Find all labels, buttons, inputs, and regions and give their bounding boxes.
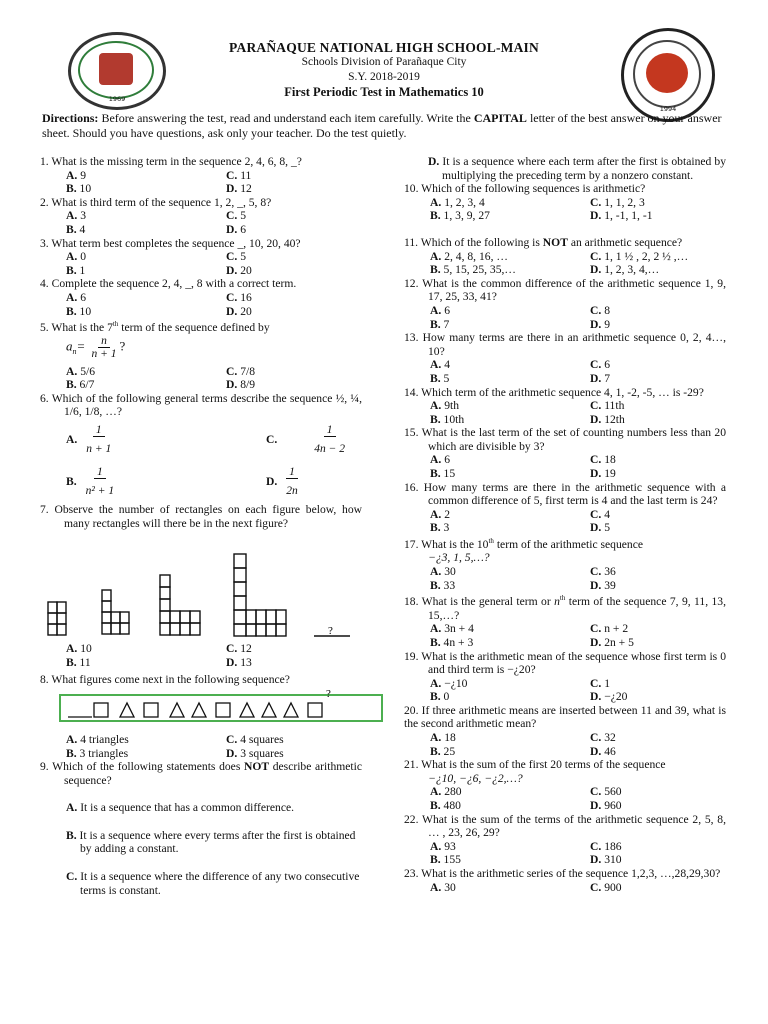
option-b: B. 33	[430, 578, 456, 592]
question-text: 15. What is the last term of the set of counting numbers less than 20 which are divisible by 3?	[404, 426, 726, 453]
division-name: Schools Division of Parañaque City	[301, 56, 467, 68]
question-text: 10. Which of the following sequences is arithmetic?	[404, 182, 646, 196]
option-d: D. 39	[590, 578, 616, 592]
option-a: A. 10	[66, 642, 92, 656]
options	[404, 399, 726, 426]
option-a: A. 30	[430, 565, 456, 579]
directions-text: Before answering the test, read and understand each item carefully. Write the	[98, 111, 474, 125]
option-b: B. 1	[66, 263, 86, 277]
question-19	[404, 650, 726, 704]
option-b: B. 4	[66, 222, 86, 236]
question-3	[40, 237, 362, 278]
option-d: D. It is a sequence where each term after the first is obtained by multiplying the preceding term by a nonzero constant.	[428, 155, 726, 182]
option-a: A. 4 triangles	[66, 732, 129, 746]
options	[40, 733, 362, 760]
option-d: D. $\frac{1}{2n}$	[266, 466, 298, 498]
options	[404, 565, 726, 592]
question-text: 12. What is the common difference of the arithmetic sequence 1, 9, 17, 25, 33, 41?	[404, 276, 726, 304]
option-b: B. 3	[430, 521, 450, 535]
shape-sequence	[58, 687, 406, 733]
option-a: A. $\frac{1}{n + 1}$	[66, 424, 112, 456]
option-d: D. 20	[226, 304, 252, 318]
question-14	[404, 386, 726, 427]
option-d: D. 46	[590, 744, 616, 758]
option-a: A. −¿10	[430, 676, 468, 690]
option-a: A. 9th	[430, 399, 460, 413]
option-b: B. $\frac{1}{\text{n² + 1}}$	[66, 466, 115, 498]
question-text: 23. What is the arithmetic series of the sequence 1,2,3, …,28,29,30?	[404, 867, 721, 880]
option-c: C. 186	[590, 839, 622, 853]
school-name: PARAÑAQUE NATIONAL HIGH SCHOOL-MAIN	[229, 40, 539, 55]
options	[40, 169, 362, 196]
question-15	[404, 426, 726, 480]
options	[404, 622, 726, 649]
option-b: B. 3 triangles	[66, 746, 129, 760]
option-c: C. 36	[590, 565, 616, 579]
option-a: A. 280	[430, 785, 462, 799]
test-title: First Periodic Test in Mathematics 10	[284, 85, 484, 99]
question-9	[40, 760, 362, 897]
option-c: C. 16	[226, 290, 252, 304]
option-d: D. 1, -1, 1, -1	[590, 209, 653, 223]
option-d: D. 5	[590, 521, 610, 535]
option-b: B. 0	[430, 690, 450, 704]
option-a: A. 2, 4, 8, 16, …	[430, 249, 508, 263]
question-text: 22. What is the sum of the terms of the arithmetic sequence 2, 5, 8, … , 23, 26, 29?	[404, 812, 726, 840]
question-text: 16. How many terms are there in the arithmetic sequence with a common difference of 5, first term is 4 and the last term is 24?	[404, 480, 726, 508]
seal-year: 1969	[108, 95, 126, 103]
question-text: 17. What is the 10th term of the arithmetic sequence	[404, 537, 643, 551]
options	[404, 508, 726, 535]
formula: $a_n=$ $\frac{n}{n + 1}$ ?	[66, 334, 126, 360]
fraction: $\frac{n}{n + 1}$	[91, 334, 117, 360]
option-a: A. 3n + 4	[430, 622, 474, 636]
question-11	[404, 236, 726, 277]
question-22	[404, 813, 726, 867]
option-a: A. 6	[430, 453, 450, 467]
option-a: A. 2	[430, 507, 450, 521]
option-c: C. 560	[590, 785, 622, 799]
option-c: C. 1, 1 ½ , 2, 2 ½ ,…	[590, 249, 689, 263]
options	[40, 419, 362, 461]
question-text: 8. What figures come next in the following sequence?	[40, 673, 290, 687]
document-header	[0, 40, 768, 100]
option-c: C. 32	[590, 731, 616, 745]
option-c: C. 5	[226, 209, 246, 223]
option-c: C. 8	[590, 303, 610, 317]
option-d: D. 2n + 5	[590, 635, 634, 649]
sequence-expression: −¿3, 1, 5,…?	[428, 551, 490, 565]
question-4	[40, 277, 362, 318]
right-column	[404, 155, 726, 894]
option-a: A. 4	[430, 358, 450, 372]
rectangle-figures	[40, 530, 362, 642]
option-c: C. 7/8	[226, 364, 256, 378]
option-b: B. 1, 3, 9, 27	[430, 209, 490, 223]
option-b: B. 6/7	[66, 378, 95, 392]
option-b: B. 7	[430, 317, 450, 331]
question-16	[404, 481, 726, 535]
question-2	[40, 196, 362, 237]
option-c: C. 6	[590, 358, 610, 372]
question-20	[404, 704, 726, 758]
option-a: A. 5/6	[66, 364, 96, 378]
question-text: 20. If three arithmetic means are inserted between 11 and 39, what is the second arithmetic mean?	[404, 703, 726, 731]
question-text: 2. What is third term of the sequence 1, 2, _, 5, 8?	[40, 195, 272, 209]
option-d: D. 960	[590, 799, 622, 813]
question-7	[40, 503, 362, 669]
option-d: D. 19	[590, 467, 616, 481]
directions-capital: CAPITAL	[473, 111, 527, 125]
option-d: D. 6	[226, 222, 246, 236]
option-a: A. 18	[430, 731, 456, 745]
question-text: 21. What is the sum of the first 20 terms of the sequence	[404, 758, 666, 772]
options	[40, 461, 362, 503]
options	[40, 365, 362, 392]
options	[40, 250, 362, 277]
options	[404, 677, 726, 704]
option-c: C. 900	[590, 880, 622, 894]
option-b: B. 5	[430, 371, 450, 385]
question-text: 9. Which of the following statements does NOT describe arithmetic sequence?	[40, 760, 362, 787]
option-c: C. 11	[226, 168, 252, 182]
question-9-continued	[404, 155, 726, 182]
question-12	[404, 277, 726, 331]
question-text: 7. Observe the number of rectangles on each figure below, how many rectangles will there be in the next figure?	[40, 502, 362, 530]
directions-text: letter of the best answer on your answer sheet. Should you have questions, ask only your teacher. Do the test quietly.	[42, 111, 722, 140]
option-d: D. 12th	[590, 412, 625, 426]
seal-year: 1994	[659, 105, 677, 113]
option-d: D. 3 squares	[226, 746, 284, 760]
option-b: B. 480	[430, 799, 461, 813]
sequence-expression: −¿10, −¿6, −¿2,…?	[428, 771, 523, 785]
directions-label: Directions:	[42, 111, 99, 125]
question-13	[404, 331, 726, 385]
option-d: D. 1, 2, 3, 4,…	[590, 263, 660, 277]
option-b: B. 15	[430, 467, 456, 481]
option-b: B. 25	[430, 744, 456, 758]
options	[404, 358, 726, 385]
blank-mark: ?	[328, 625, 333, 638]
options	[404, 250, 726, 277]
question-6	[40, 392, 362, 503]
option-b: B. 10	[66, 304, 92, 318]
question-text: 3. What term best completes the sequence _, 10, 20, 40?	[40, 236, 301, 250]
option-b: B. 11	[66, 655, 91, 669]
options	[404, 196, 726, 223]
option-a: A. 93	[430, 839, 456, 853]
option-b: B. 10th	[430, 412, 465, 426]
option-a: A. 6	[66, 290, 86, 304]
directions	[42, 111, 742, 141]
option-a: A. 6	[430, 303, 450, 317]
option-c: C. 4 squares	[226, 732, 284, 746]
option-a: A. 1, 2, 3, 4	[430, 195, 485, 209]
option-c: C. 1, 1, 2, 3	[590, 195, 645, 209]
option-d: D. 9	[590, 317, 610, 331]
question-text: 14. Which term of the arithmetic sequence 4, 1, -2, -5, … is -29?	[404, 385, 704, 399]
option-a: A. 9	[66, 168, 86, 182]
option-b: B. 4n + 3	[430, 635, 474, 649]
options	[40, 642, 362, 669]
options	[40, 291, 362, 318]
option-a: A. 30	[430, 880, 456, 894]
option-b: B. It is a sequence where every terms after the first is obtained by adding a constant.	[66, 828, 356, 856]
options	[404, 453, 726, 480]
school-year: S.Y. 2018-2019	[348, 71, 420, 83]
option-a: A. It is a sequence that has a common difference.	[66, 801, 295, 815]
question-text: 19. What is the arithmetic mean of the sequence whose first term is 0 and third term is −¿20?	[404, 649, 726, 677]
option-a: A. 0	[66, 250, 86, 264]
left-column	[40, 155, 362, 897]
option-b: B. 10	[66, 182, 92, 196]
question-5	[40, 318, 362, 392]
question-text: 1. What is the missing term in the sequence 2, 4, 6, 8, _?	[40, 155, 302, 168]
question-8	[40, 673, 362, 760]
question-text: 4. Complete the sequence 2, 4, _, 8 with a correct term.	[40, 277, 297, 291]
option-b: B. 5, 15, 25, 35,…	[430, 263, 517, 277]
question-10	[404, 182, 726, 223]
question-text: 6. Which of the following general terms describe the sequence ½, ¼, 1/6, 1/8, …?	[40, 391, 362, 419]
option-d: D. 13	[226, 655, 252, 669]
option-a: A. 3	[66, 209, 86, 223]
option-d: D. −¿20	[590, 690, 628, 704]
question-text: 5. What is the 7th term of the sequence defined by	[40, 320, 270, 334]
option-c: C. 18	[590, 453, 616, 467]
question-text: 13. How many terms are there in an arithmetic sequence 0, 2, 4…, 10?	[404, 331, 726, 358]
options	[404, 785, 726, 812]
option-c: C. 11th	[590, 399, 625, 413]
option-d: D. 12	[226, 182, 252, 196]
options	[404, 731, 726, 758]
question-17	[404, 535, 726, 592]
question-23	[404, 867, 726, 894]
options	[40, 209, 362, 236]
question-text: 11. Which of the following is NOT an arithmetic sequence?	[404, 235, 683, 249]
question-1	[40, 155, 362, 196]
option-c: C. n + 2	[590, 622, 629, 636]
option-c: C. $\frac{1}{4n - 2}$	[266, 424, 346, 456]
question-18	[404, 592, 726, 649]
option-d: D. 7	[590, 371, 610, 385]
option-d: D. 310	[590, 853, 622, 867]
option-d: D. 20	[226, 263, 252, 277]
options	[404, 840, 726, 867]
next-mark: ?	[326, 687, 331, 700]
option-c: C. 1	[590, 676, 610, 690]
question-21	[404, 758, 726, 812]
option-c: C. 4	[590, 507, 610, 521]
option-b: B. 155	[430, 853, 461, 867]
option-c: C. 5	[226, 250, 246, 264]
question-text: 18. What is the general term or $n^{th}$ term of the sequence 7, 9, 11, 13, 15,…?	[404, 594, 726, 622]
option-d: D. 8/9	[226, 378, 256, 392]
option-c: C. It is a sequence where the difference of any two consecutive terms is constant.	[66, 870, 360, 897]
options	[404, 304, 726, 331]
option-c: C. 12	[226, 642, 252, 656]
options	[404, 881, 726, 895]
